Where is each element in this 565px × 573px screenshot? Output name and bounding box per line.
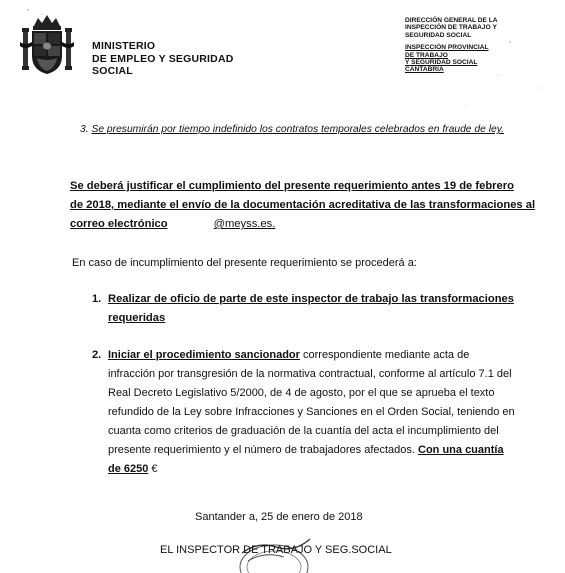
item-3 (80, 124, 504, 135)
point-1-number: 1. (92, 293, 102, 305)
point-2-line-3: Real Decreto Legislativo 5/2000, de 4 de agosto, por el que se aprueba el texto (108, 387, 495, 399)
intro-text: En caso de incumplimiento del presente requerimiento se procederá a: (72, 257, 417, 269)
requirement-line-3-text: correo electrónico (70, 218, 168, 230)
office-line: DE TRABAJO (405, 51, 448, 59)
dept-line: SEGURIDAD SOCIAL (405, 31, 472, 39)
dept-line: DIRECCIÓN GENERAL DE LA (405, 17, 498, 24)
fine-amount: de 6250 (108, 463, 149, 475)
point-2-line-6-start: presente requerimiento y el número de trabajadores afectados. (108, 444, 419, 456)
point-2-line-6 (108, 444, 504, 456)
item-3-text: Se presumirán por tiempo indefinido los contratos temporales celebrados en fraude de ley. (91, 124, 504, 135)
office-line: CANTABRIA (405, 66, 444, 74)
ministry-line: MINISTERIO (92, 40, 156, 52)
ministry-line: SOCIAL (92, 65, 133, 77)
fine-amount-label: Con una cuantía (418, 444, 504, 456)
item-3-number: 3. (80, 124, 89, 135)
point-2-line-1-rest: correspondiente mediante acta de (299, 349, 470, 361)
currency-symbol: € (148, 463, 158, 475)
point-2-line-1 (108, 349, 469, 361)
dept-line: INSPECCIÓN DE TRABAJO Y (405, 24, 497, 32)
office-line: Y SEGURIDAD SOCIAL (405, 59, 478, 67)
office-line: INSPECCIÓN PROVINCIAL (405, 44, 489, 52)
point-1-line-1: Realizar de oficio de parte de este inspector de trabajo las transformaciones (108, 293, 514, 305)
point-2-number: 2. (92, 349, 102, 361)
ministry-name (92, 40, 234, 78)
point-2-line-7 (108, 463, 158, 475)
point-2-line-4: refundido de la Ley sobre Infracciones y Sanciones en el Orden Social, teniendo en (108, 406, 515, 418)
ministry-line: DE EMPLEO Y SEGURIDAD (92, 52, 234, 65)
email-domain: @meyss.es. (213, 218, 276, 230)
point-2-line-5: cuanta como criterios de graduación de la cuantía del acta el incumplimiento del (108, 425, 499, 437)
signer-title: EL INSPECTOR DE TRABAJO Y SEG.SOCIAL (160, 544, 392, 556)
point-1-line-2: requeridas (108, 312, 166, 324)
provincial-office (405, 44, 498, 74)
point-2-lead: Iniciar el procedimiento sancionador (108, 349, 300, 361)
point-2-line-2: infracción por transgresión de la normativa contractual, conforme al artículo 7.1 del (108, 368, 512, 380)
requirement-line-3 (70, 218, 275, 230)
coat-of-arms-icon (20, 12, 74, 78)
requirement-line-1: Se deberá justificar el cumplimiento del presente requerimiento antes 19 de febrero (70, 180, 514, 192)
requirement-line-2: de 2018, mediante el envío de la documentación acreditativa de las transformaciones al (70, 199, 536, 211)
department-block (405, 17, 498, 74)
place-and-date: Santander a, 25 de enero de 2018 (195, 511, 363, 523)
